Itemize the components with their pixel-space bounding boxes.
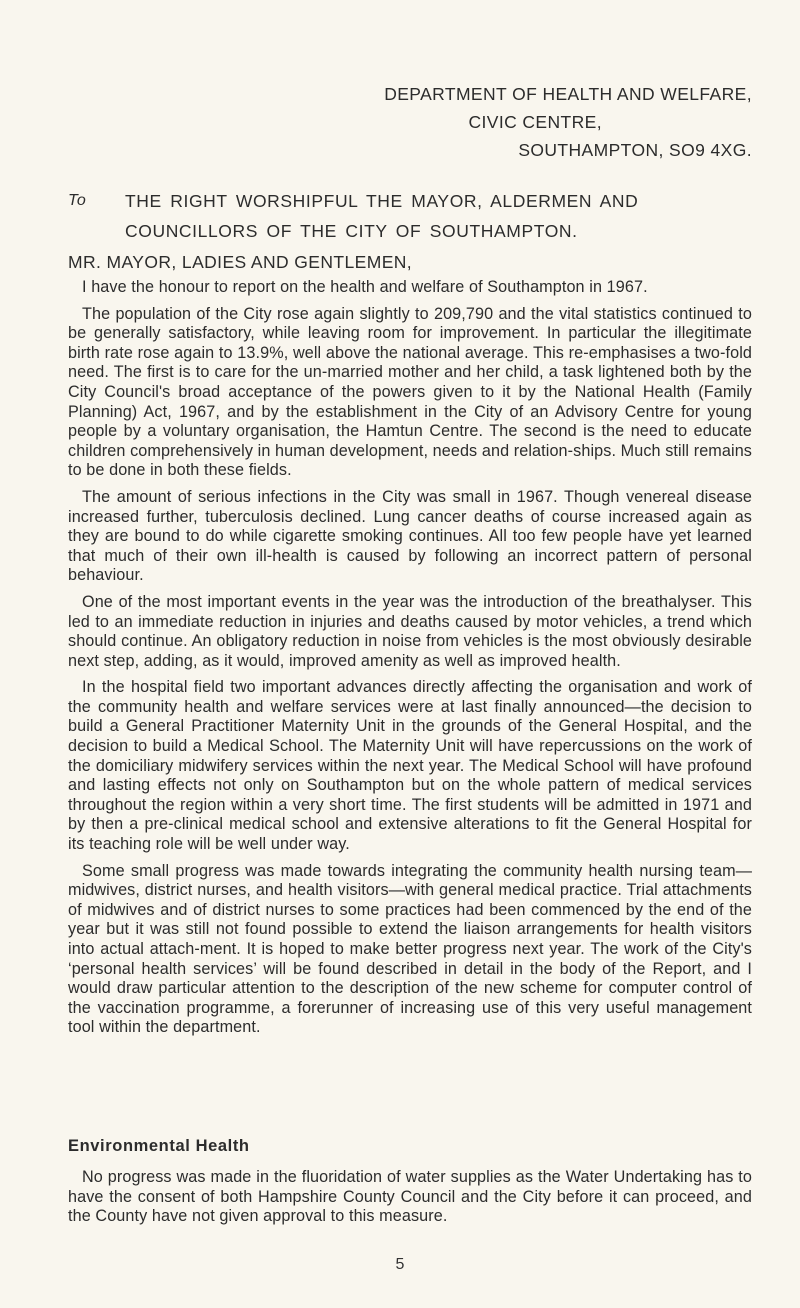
sender-address xyxy=(68,80,752,164)
greeting: MR. MAYOR, LADIES AND GENTLEMEN, xyxy=(68,252,413,272)
paragraph-nursing: Some small progress was made towards integrating the community health nursing team—midwives, district nurses, and health visitors—with general medical practice. Trial attachments of midwives and of district nurses to some practices had been commenced by the end of the year but it was still not found possible to extend the liaison arrangements for health visitors into actual attach-ment. It is hoped to make better progress next year. The work of the City's ‘personal health services’ will be found described in detail in the body of the Report, and I would draw particular attention to the description of the new scheme for computer control of the vaccination programme, a forerunner of increasing use of this very useful management tool within the department. xyxy=(68,861,752,1037)
addressee-text: THE RIGHT WORSHIPFUL THE MAYOR, ALDERMEN AND COUNCILLORS OF THE CITY OF SOUTHAMPTON. xyxy=(125,191,639,241)
report-body xyxy=(68,278,752,1045)
paragraph-infections: The amount of serious infections in the City was small in 1967. Though venereal disease increased further, tuberculosis declined. Lung cancer deaths of course increased again as they are bound to do while cigarette smoking continues. All too few people have yet learned that much of their own ill-health is caused by following an incorrect pattern of personal behaviour. xyxy=(68,487,752,585)
page-number: 5 xyxy=(395,1256,405,1273)
paragraph-breathalyser: One of the most important events in the year was the introduction of the breathalyser. This led to an immediate reduction in injuries and deaths caused by motor vehicles, a trend which should continue. An obligatory reduction in noise from vehicles is the most obviously desirable next step, adding, as it would, improved amenity as well as improved health. xyxy=(68,592,752,670)
address-department: DEPARTMENT OF HEALTH AND WELFARE, xyxy=(384,84,752,104)
to-label: To xyxy=(68,192,87,209)
paragraph-hospital: In the hospital field two important advances directly affecting the organisation and work of the community health and welfare services were at last finally announced—the decision to build a General Practitioner Maternity Unit in the grounds of the General Hospital, and the decision to build a Medical School. The Maternity Unit will have repercussions on the work of the domiciliary midwifery services within the next year. The Medical School will have profound and lasting effects not only on Southampton but on the whole pattern of medical services throughout the region within a very short time. The first students will be admitted in 1971 and by then a pre-clinical medical school and extensive alterations to fit the General Hospital for its teaching role will be well under way. xyxy=(68,678,752,854)
addressee-block xyxy=(68,186,765,246)
section-body-environmental-health xyxy=(68,1168,752,1227)
paragraph-fluoridation: No progress was made in the fluoridation of water supplies as the Water Undertaking has to have the consent of both Hampshire County Council and the City before it can proceed, and the County have not given approval to this measure. xyxy=(68,1168,752,1226)
section-heading-environmental-health: Environmental Health xyxy=(68,1137,250,1155)
address-city-postcode: SOUTHAMPTON, SO9 4XG. xyxy=(518,140,752,160)
address-building: CIVIC CENTRE, xyxy=(468,112,602,132)
paragraph-intro: I have the honour to report on the health and welfare of Southampton in 1967. xyxy=(82,278,648,296)
paragraph-population: The population of the City rose again slightly to 209,790 and the vital statistics continued to be generally satisfactory, while leaving room for improvement. In particular the illegitimate birth rate rose again to 13.9%, well above the national average. This re-emphasises a two-fold need. The first is to care for the un-married mother and her child, a task lightened both by the City Council's broad acceptance of the powers given to it by the National Health (Family Planning) Act, 1967, and by the establishment in the City of an Advisory Centre for young people by a voluntary organisation, the Hamtun Centre. The second is the need to educate children comprehensively in human development, needs and relation-ships. Much still remains to be done in both these fields. xyxy=(68,304,752,480)
